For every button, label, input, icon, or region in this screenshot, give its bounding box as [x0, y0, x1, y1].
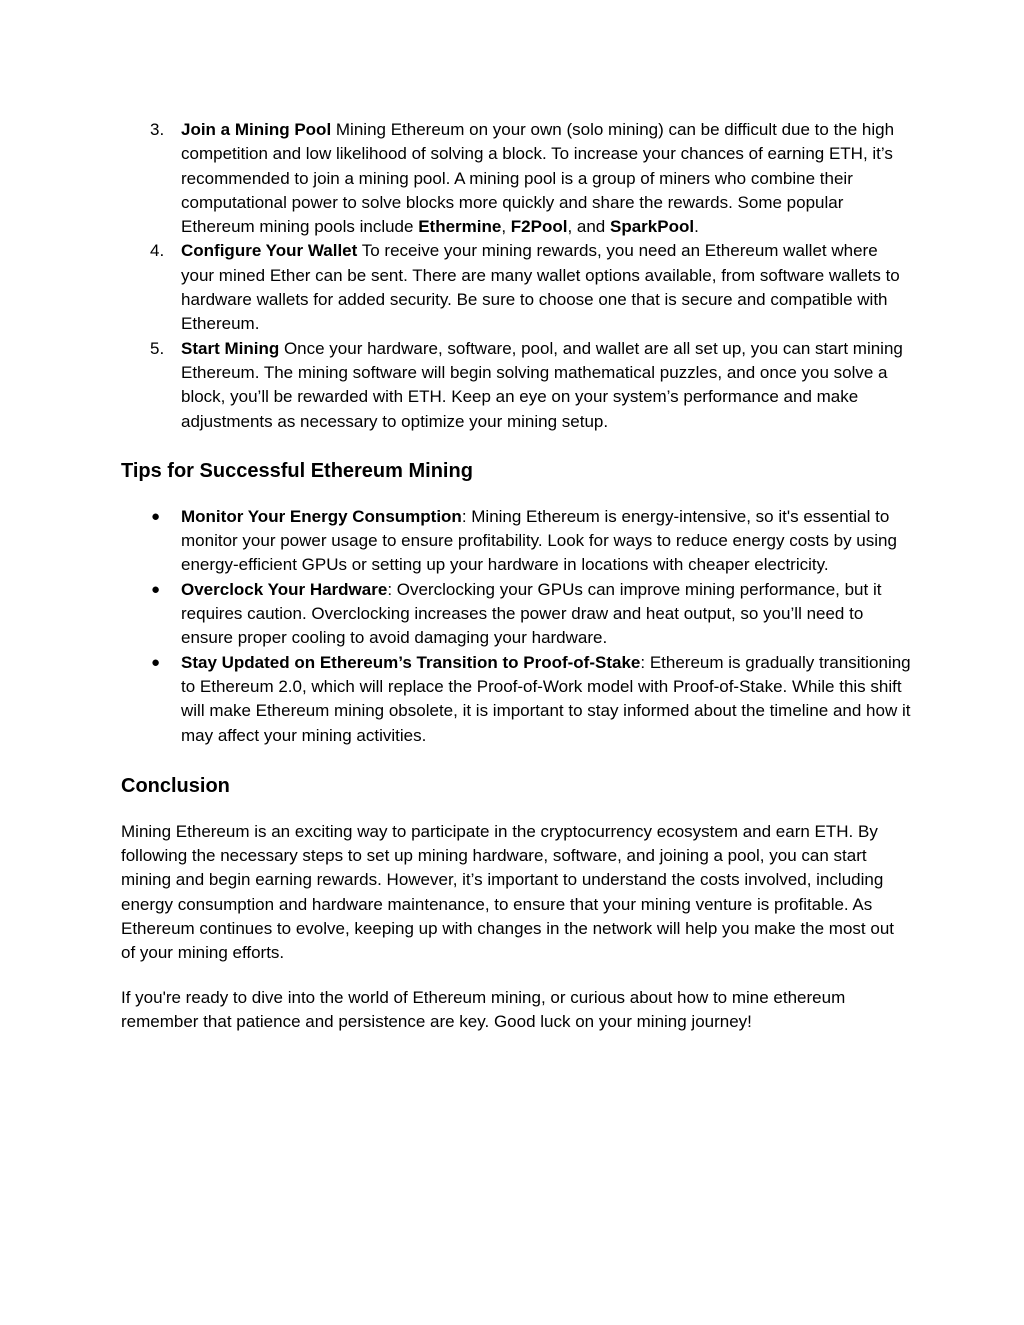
pool-name: SparkPool — [610, 217, 695, 237]
bullet-icon: ● — [151, 653, 161, 671]
list-item-step-4 — [121, 239, 911, 336]
tips-list — [121, 505, 911, 748]
document-page — [121, 118, 911, 1034]
tip-title: Overclock Your Hardware — [181, 579, 388, 599]
tip-text: : Mining Ethereum is energy-intensive, so it's essential to monitor your power usage to ensure profitability. Look for ways to reduce energy costs by using energy-efficient GPUs or setting up your hardware in locations with cheaper electricity. — [181, 506, 897, 575]
list-item-tip-overclock — [121, 578, 911, 651]
step-title: Join a Mining Pool — [181, 120, 332, 139]
conclusion-heading: Conclusion — [121, 774, 230, 797]
sentence-end: . — [694, 217, 699, 237]
step-text: Mining Ethereum on your own (solo mining) can be difficult due to the high competition and low likelihood of solving a block. To increase your chances of earning ETH, it’s recommended to join a mining pool. A mining pool is a group of miners who combine their computational power to solve blocks more quickly and share the rewards. Some popular Ethereum mining pools include — [181, 120, 895, 237]
conclusion-paragraph: Mining Ethereum is an exciting way to participate in the cryptocurrency ecosystem and earn ETH. By following the necessary steps to set up mining hardware, software, and joining a pool, you can start mining and begin earning rewards. However, it’s important to understand the costs involved, including energy consumption and hardware maintenance, to ensure that your mining venture is profitable. As Ethereum continues to evolve, keeping up with changes in the network will help you make the most out of your mining efforts. — [121, 821, 894, 963]
tip-text: : Overclocking your GPUs can improve mining performance, but it requires caution. Overclocking increases the power draw and heat output, so you’ll need to ensure proper cooling to avoid damaging your hardware. — [181, 579, 882, 648]
closing-paragraph: If you're ready to dive into the world of Ethereum mining, or curious about how to mine ethereum remember that patience and persistence are key. Good luck on your mining journey! — [121, 987, 846, 1031]
tip-text: : Ethereum is gradually transitioning to Ethereum 2.0, which will replace the Proof-of-Work model with Proof-of-Stake. While this shift will make Ethereum mining obsolete, it is important to stay informed about the timeline and how it may affect your mining activities. — [181, 652, 911, 745]
list-item-step-3 — [121, 118, 911, 239]
bullet-icon: ● — [151, 580, 161, 598]
list-number: 5. — [150, 338, 165, 358]
separator: , and — [567, 217, 610, 237]
step-title: Configure Your Wallet — [181, 241, 358, 261]
tip-title: Stay Updated on Ethereum’s Transition to Proof-of-Stake — [181, 652, 641, 672]
list-item-tip-energy — [121, 505, 911, 578]
tips-heading: Tips for Successful Ethereum Mining — [121, 459, 473, 482]
step-text: Once your hardware, software, pool, and wallet are all set up, you can start mining Ethereum. The mining software will begin solving mathematical puzzles, and once you solve a block, you’ll be rewarded with ETH. Keep an eye on your system’s performance and make adjustments as necessary to optimize your mining setup. — [181, 338, 903, 431]
step-text: To receive your mining rewards, you need an Ethereum wallet where your mined Ether can be sent. There are many wallet options available, from software wallets to hardware wallets for added security. Be sure to choose one that is secure and compatible with Ethereum. — [181, 241, 900, 334]
pool-name: Ethermine — [418, 217, 502, 237]
mining-steps-list — [121, 118, 911, 434]
pool-name: F2Pool — [510, 217, 568, 237]
list-item-tip-proof-of-stake — [121, 651, 911, 748]
tip-title: Monitor Your Energy Consumption — [181, 506, 462, 526]
list-number: 4. — [150, 241, 165, 261]
separator: , — [501, 217, 511, 237]
step-title: Start Mining — [181, 338, 280, 358]
list-item-step-5 — [121, 337, 911, 434]
bullet-icon: ● — [151, 507, 161, 525]
list-number: 3. — [150, 120, 165, 139]
